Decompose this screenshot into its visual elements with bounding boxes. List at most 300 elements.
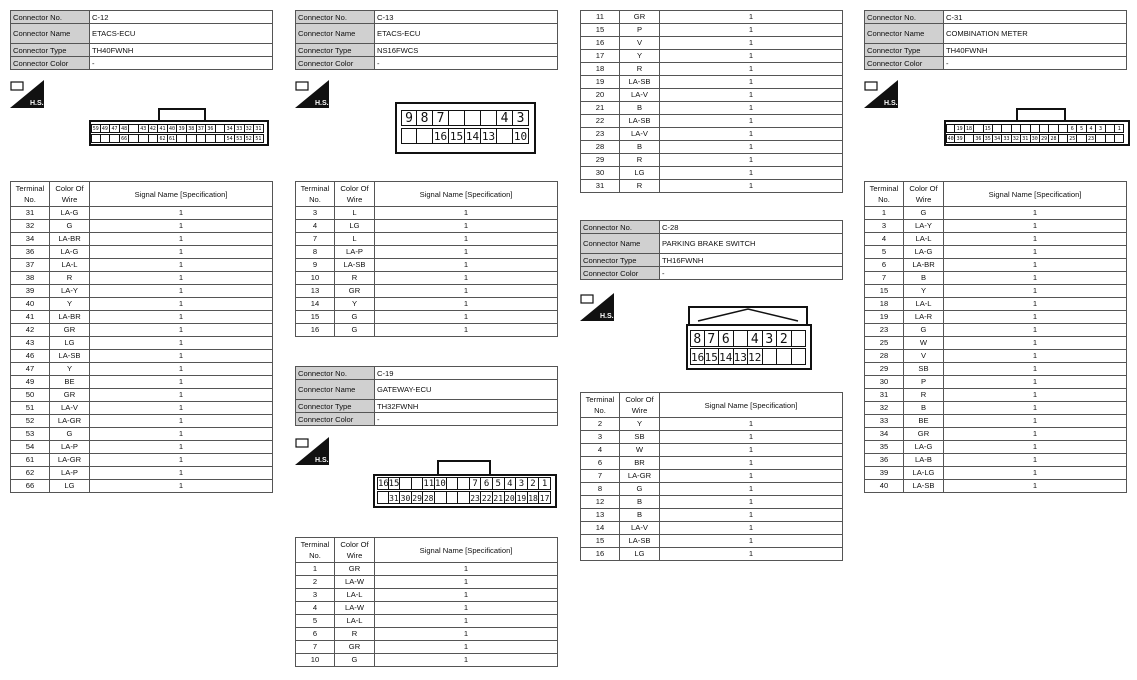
terminal-no-header: Terminal No. bbox=[11, 182, 50, 207]
wire-color-cell: BE bbox=[904, 415, 944, 428]
pin-label: 54 bbox=[225, 134, 235, 143]
empty-pin bbox=[497, 128, 513, 144]
empty-pin bbox=[197, 134, 207, 143]
signal-cell: 1 bbox=[660, 444, 843, 457]
signal-cell: 1 bbox=[90, 207, 273, 220]
connector-no-label: Connector No. bbox=[581, 221, 660, 234]
terminal-cell: 6 bbox=[581, 457, 620, 470]
pin-label: 42 bbox=[149, 124, 159, 133]
wire-color-cell: G bbox=[335, 654, 375, 667]
terminal-cell: 40 bbox=[865, 480, 904, 493]
c31-signal-table bbox=[864, 181, 1127, 493]
terminal-cell: 62 bbox=[11, 467, 50, 480]
signal-name-header: Signal Name [Specification] bbox=[944, 182, 1127, 207]
table-row bbox=[11, 428, 273, 441]
signal-cell: 1 bbox=[944, 246, 1127, 259]
pin-label: 53 bbox=[235, 134, 245, 143]
terminal-cell: 11 bbox=[581, 11, 620, 24]
terminal-cell: 1 bbox=[865, 207, 904, 220]
table-row bbox=[865, 428, 1127, 441]
connector-type-label: Connector Type bbox=[11, 44, 90, 57]
table-row bbox=[865, 207, 1127, 220]
table-row bbox=[865, 454, 1127, 467]
signal-name-header: Signal Name [Specification] bbox=[90, 182, 273, 207]
table-row bbox=[296, 246, 558, 259]
wire-color-cell: B bbox=[620, 509, 660, 522]
pin-label: 23 bbox=[470, 491, 482, 504]
terminal-cell: 8 bbox=[581, 483, 620, 496]
terminal-cell: 19 bbox=[865, 311, 904, 324]
terminal-cell: 23 bbox=[581, 128, 620, 141]
table-row bbox=[581, 115, 843, 128]
signal-cell: 1 bbox=[375, 207, 558, 220]
table-row bbox=[296, 589, 558, 602]
pin-label: 12 bbox=[748, 348, 763, 365]
table-row bbox=[296, 641, 558, 654]
empty-pin bbox=[974, 124, 983, 133]
signal-cell: 1 bbox=[375, 311, 558, 324]
signal-cell: 1 bbox=[944, 220, 1127, 233]
terminal-cell: 3 bbox=[581, 431, 620, 444]
pin-label: 37 bbox=[197, 124, 207, 133]
signal-cell: 1 bbox=[944, 402, 1127, 415]
pin-label: 9 bbox=[401, 110, 417, 126]
terminal-cell: 54 bbox=[11, 441, 50, 454]
signal-cell: 1 bbox=[660, 509, 843, 522]
wire-color-cell: LG bbox=[620, 548, 660, 561]
empty-pin bbox=[216, 124, 226, 133]
signal-cell: 1 bbox=[375, 285, 558, 298]
pin-label: 1 bbox=[1115, 124, 1124, 133]
pin-label: 3 bbox=[513, 110, 529, 126]
terminal-cell: 4 bbox=[296, 220, 335, 233]
wire-color-cell: GR bbox=[335, 285, 375, 298]
pin-label: 35 bbox=[984, 134, 993, 143]
terminal-cell: 23 bbox=[865, 324, 904, 337]
wire-color-cell: G bbox=[620, 483, 660, 496]
pin-label: 10 bbox=[513, 130, 528, 143]
empty-pin bbox=[216, 134, 226, 143]
pin-label: 4 bbox=[1087, 124, 1096, 133]
terminal-cell: 31 bbox=[11, 207, 50, 220]
connector-color-label: Connector Color bbox=[296, 57, 375, 70]
wire-color-cell: R bbox=[620, 180, 660, 193]
hs-badge-text: H.S. bbox=[884, 100, 898, 107]
connector-type-label: Connector Type bbox=[296, 44, 375, 57]
connector-type-label: Connector Type bbox=[581, 254, 660, 267]
pin-label: 52 bbox=[245, 134, 255, 143]
connector-name-label: Connector Name bbox=[296, 380, 375, 400]
wire-color-cell: P bbox=[620, 24, 660, 37]
signal-cell: 1 bbox=[660, 76, 843, 89]
hs-badge-text: H.S. bbox=[315, 100, 329, 107]
wire-color-cell: LA-G bbox=[50, 207, 90, 220]
table-row bbox=[296, 615, 558, 628]
signal-cell: 1 bbox=[90, 441, 273, 454]
table-row bbox=[11, 402, 273, 415]
terminal-cell: 6 bbox=[296, 628, 335, 641]
connector-c19-header bbox=[295, 366, 558, 426]
signal-cell: 1 bbox=[90, 350, 273, 363]
connector-name-label: Connector Name bbox=[11, 24, 90, 44]
table-row bbox=[581, 535, 843, 548]
table-row bbox=[11, 363, 273, 376]
table-row bbox=[581, 470, 843, 483]
terminal-no-header: Terminal No. bbox=[581, 393, 620, 418]
wire-color-cell: W bbox=[620, 444, 660, 457]
pin-label: 51 bbox=[254, 134, 264, 143]
pin-label: 31 bbox=[389, 491, 401, 504]
connector-name-value: COMBINATION METER bbox=[944, 24, 1127, 44]
empty-pin bbox=[1040, 124, 1049, 133]
signal-cell: 1 bbox=[375, 246, 558, 259]
pin-label: 6 bbox=[719, 330, 734, 347]
signal-cell: 1 bbox=[944, 428, 1127, 441]
wire-color-cell: Y bbox=[335, 298, 375, 311]
terminal-cell: 3 bbox=[296, 589, 335, 602]
pin-label: 29 bbox=[412, 491, 424, 504]
wire-color-cell: L bbox=[335, 207, 375, 220]
c19-pin-block bbox=[373, 474, 557, 508]
terminal-cell: 30 bbox=[581, 167, 620, 180]
signal-cell: 1 bbox=[660, 483, 843, 496]
empty-pin bbox=[734, 330, 749, 347]
terminal-cell: 15 bbox=[865, 285, 904, 298]
empty-pin bbox=[792, 348, 807, 365]
table-row bbox=[865, 415, 1127, 428]
table-row bbox=[11, 311, 273, 324]
terminal-cell: 37 bbox=[11, 259, 50, 272]
wire-color-cell: LA-L bbox=[904, 233, 944, 246]
wire-color-cell: LA-W bbox=[335, 602, 375, 615]
empty-pin bbox=[377, 491, 389, 504]
pin-label: 5 bbox=[1077, 124, 1086, 133]
signal-cell: 1 bbox=[375, 259, 558, 272]
wire-color-cell: LA-G bbox=[904, 441, 944, 454]
wire-color-cell: L bbox=[335, 233, 375, 246]
table-row bbox=[865, 285, 1127, 298]
signal-cell: 1 bbox=[660, 128, 843, 141]
table-row bbox=[296, 298, 558, 311]
wire-color-cell: LA-B bbox=[904, 454, 944, 467]
connector-c12-diagram bbox=[89, 108, 269, 146]
table-row bbox=[11, 285, 273, 298]
pin-label: 33 bbox=[1002, 134, 1011, 143]
connector-color-label: Connector Color bbox=[581, 267, 660, 280]
terminal-cell: 28 bbox=[865, 350, 904, 363]
terminal-cell: 1 bbox=[296, 563, 335, 576]
table-row bbox=[11, 233, 273, 246]
signal-cell: 1 bbox=[660, 180, 843, 193]
table-row bbox=[11, 376, 273, 389]
empty-pin bbox=[401, 128, 417, 144]
pin-label: 20 bbox=[505, 491, 517, 504]
empty-pin bbox=[1021, 124, 1030, 133]
signal-cell: 1 bbox=[660, 24, 843, 37]
wire-color-cell: G bbox=[335, 311, 375, 324]
c28-signal-table bbox=[580, 392, 843, 561]
wire-color-cell: LA-G bbox=[904, 246, 944, 259]
pin-label: 40 bbox=[168, 124, 178, 133]
connector-type-value: TH40FWNH bbox=[90, 44, 273, 57]
pin-label: 41 bbox=[158, 124, 168, 133]
connector-name-label: Connector Name bbox=[581, 234, 660, 254]
wire-color-cell: LA-V bbox=[620, 89, 660, 102]
table-row bbox=[296, 207, 558, 220]
table-row bbox=[11, 454, 273, 467]
terminal-cell: 14 bbox=[296, 298, 335, 311]
terminal-cell: 38 bbox=[11, 272, 50, 285]
wire-color-header: Color Of Wire bbox=[904, 182, 944, 207]
table-row bbox=[296, 272, 558, 285]
terminal-cell: 29 bbox=[865, 363, 904, 376]
empty-pin bbox=[458, 477, 470, 490]
terminal-no-header: Terminal No. bbox=[865, 182, 904, 207]
terminal-cell: 5 bbox=[296, 615, 335, 628]
wire-color-cell: G bbox=[50, 220, 90, 233]
table-row bbox=[296, 220, 558, 233]
wire-color-cell: LG bbox=[50, 480, 90, 493]
pin-label: 8 bbox=[690, 330, 705, 347]
empty-pin bbox=[1059, 134, 1068, 143]
table-row bbox=[865, 311, 1127, 324]
table-row bbox=[296, 628, 558, 641]
signal-cell: 1 bbox=[375, 576, 558, 589]
pin-label: 31 bbox=[1021, 134, 1030, 143]
terminal-cell: 35 bbox=[865, 441, 904, 454]
wire-color-cell: P bbox=[904, 376, 944, 389]
pin-label: 39 bbox=[177, 124, 187, 133]
signal-cell: 1 bbox=[944, 259, 1127, 272]
table-row bbox=[581, 496, 843, 509]
empty-pin bbox=[447, 491, 459, 504]
terminal-cell: 7 bbox=[296, 641, 335, 654]
table-row bbox=[11, 220, 273, 233]
terminal-cell: 18 bbox=[581, 63, 620, 76]
table-row bbox=[11, 298, 273, 311]
wire-color-header: Color Of Wire bbox=[50, 182, 90, 207]
wire-color-header: Color Of Wire bbox=[335, 538, 375, 563]
terminal-cell: 5 bbox=[865, 246, 904, 259]
terminal-cell: 43 bbox=[11, 337, 50, 350]
signal-cell: 1 bbox=[375, 641, 558, 654]
terminal-cell: 15 bbox=[581, 535, 620, 548]
signal-cell: 1 bbox=[660, 431, 843, 444]
empty-pin bbox=[129, 124, 139, 133]
terminal-cell: 66 bbox=[11, 480, 50, 493]
pin-label: 61 bbox=[168, 134, 178, 143]
table-row bbox=[865, 220, 1127, 233]
terminal-cell: 16 bbox=[581, 548, 620, 561]
pin-label: 30 bbox=[1031, 134, 1040, 143]
signal-cell: 1 bbox=[944, 337, 1127, 350]
terminal-cell: 4 bbox=[296, 602, 335, 615]
empty-pin bbox=[129, 134, 139, 143]
wire-color-cell: LA-G bbox=[50, 246, 90, 259]
signal-cell: 1 bbox=[375, 628, 558, 641]
terminal-cell: 6 bbox=[865, 259, 904, 272]
table-row bbox=[865, 480, 1127, 493]
empty-pin bbox=[1031, 124, 1040, 133]
terminal-cell: 52 bbox=[11, 415, 50, 428]
terminal-cell: 21 bbox=[581, 102, 620, 115]
empty-pin bbox=[993, 124, 1002, 133]
table-row bbox=[865, 233, 1127, 246]
connector-color-label: Connector Color bbox=[11, 57, 90, 70]
wire-color-cell: BE bbox=[50, 376, 90, 389]
signal-cell: 1 bbox=[90, 311, 273, 324]
signal-name-header: Signal Name [Specification] bbox=[375, 538, 558, 563]
empty-pin bbox=[792, 330, 807, 347]
wire-color-cell: BR bbox=[620, 457, 660, 470]
signal-cell: 1 bbox=[944, 324, 1127, 337]
table-row bbox=[865, 350, 1127, 363]
signal-cell: 1 bbox=[90, 298, 273, 311]
empty-pin bbox=[763, 348, 778, 365]
connector-c31-diagram bbox=[944, 108, 1130, 146]
table-row bbox=[296, 576, 558, 589]
empty-pin bbox=[149, 134, 159, 143]
terminal-cell: 19 bbox=[581, 76, 620, 89]
pin-label: 3 bbox=[1096, 124, 1105, 133]
connector-name-value: ETACS-ECU bbox=[375, 24, 558, 44]
wire-color-cell: LG bbox=[620, 167, 660, 180]
table-row bbox=[581, 167, 843, 180]
table-row bbox=[581, 418, 843, 431]
wire-color-cell: LA-V bbox=[50, 402, 90, 415]
pin-label: 28 bbox=[1049, 134, 1058, 143]
pin-label: 15 bbox=[705, 348, 720, 365]
signal-cell: 1 bbox=[90, 246, 273, 259]
terminal-cell: 32 bbox=[11, 220, 50, 233]
table-row bbox=[581, 180, 843, 193]
wire-color-cell: B bbox=[620, 496, 660, 509]
wire-color-cell: LA-W bbox=[335, 576, 375, 589]
empty-pin bbox=[1096, 134, 1105, 143]
table-row bbox=[581, 24, 843, 37]
table-row bbox=[11, 246, 273, 259]
table-row bbox=[296, 311, 558, 324]
empty-pin bbox=[91, 134, 101, 143]
table-row bbox=[11, 324, 273, 337]
terminal-cell: 3 bbox=[865, 220, 904, 233]
terminal-cell: 41 bbox=[11, 311, 50, 324]
table-row bbox=[11, 389, 273, 402]
wire-color-cell: Y bbox=[620, 50, 660, 63]
signal-cell: 1 bbox=[944, 467, 1127, 480]
wire-color-cell: LA-P bbox=[50, 467, 90, 480]
wire-color-cell: LA-SB bbox=[50, 350, 90, 363]
pin-label: 36 bbox=[974, 134, 983, 143]
connector-name-label: Connector Name bbox=[296, 24, 375, 44]
terminal-cell: 17 bbox=[581, 50, 620, 63]
signal-cell: 1 bbox=[660, 102, 843, 115]
terminal-cell: 2 bbox=[296, 576, 335, 589]
terminal-cell: 36 bbox=[865, 454, 904, 467]
signal-cell: 1 bbox=[660, 496, 843, 509]
signal-cell: 1 bbox=[944, 311, 1127, 324]
empty-pin bbox=[1077, 134, 1086, 143]
terminal-cell: 13 bbox=[296, 285, 335, 298]
connector-no-label: Connector No. bbox=[296, 367, 375, 380]
empty-pin bbox=[458, 491, 470, 504]
terminal-cell: 3 bbox=[296, 207, 335, 220]
pin-label: 10 bbox=[434, 479, 446, 489]
table-row bbox=[296, 563, 558, 576]
table-row bbox=[581, 483, 843, 496]
terminal-cell: 20 bbox=[581, 89, 620, 102]
hs-badge-text: H.S. bbox=[600, 313, 614, 320]
connector-no-value: C-28 bbox=[660, 221, 843, 234]
table-row bbox=[865, 363, 1127, 376]
pin-label: 43 bbox=[139, 124, 149, 133]
pin-label: 6 bbox=[481, 477, 493, 490]
table-row bbox=[296, 259, 558, 272]
signal-cell: 1 bbox=[660, 11, 843, 24]
terminal-cell: 46 bbox=[11, 350, 50, 363]
hs-badge-text: H.S. bbox=[30, 100, 44, 107]
terminal-cell: 15 bbox=[296, 311, 335, 324]
connector-c13-diagram bbox=[395, 102, 536, 154]
pin-label: 32 bbox=[1012, 134, 1021, 143]
wire-color-cell: LA-SB bbox=[620, 535, 660, 548]
pin-label: 4 bbox=[505, 477, 517, 490]
pin-label: 22 bbox=[481, 491, 493, 504]
signal-cell: 1 bbox=[660, 522, 843, 535]
terminal-cell: 13 bbox=[581, 509, 620, 522]
wire-color-cell: LA-L bbox=[904, 298, 944, 311]
signal-cell: 1 bbox=[660, 37, 843, 50]
signal-cell: 1 bbox=[944, 389, 1127, 402]
hs-badge-text: H.S. bbox=[315, 457, 329, 464]
signal-cell: 1 bbox=[375, 233, 558, 246]
wire-color-cell: G bbox=[335, 324, 375, 337]
terminal-cell: 16 bbox=[581, 37, 620, 50]
connector-name-value: GATEWAY-ECU bbox=[375, 380, 558, 400]
wire-color-cell: LA-BR bbox=[50, 233, 90, 246]
wire-color-cell: R bbox=[904, 389, 944, 402]
connector-no-label: Connector No. bbox=[865, 11, 944, 24]
wire-color-cell: GR bbox=[50, 389, 90, 402]
wire-color-cell: V bbox=[620, 37, 660, 50]
connector-color-label: Connector Color bbox=[865, 57, 944, 70]
harness-side-icon bbox=[295, 80, 329, 108]
wire-color-cell: LA-BR bbox=[904, 259, 944, 272]
connector-no-value: C-13 bbox=[375, 11, 558, 24]
connector-type-value: TH40FWNH bbox=[944, 44, 1127, 57]
terminal-cell: 28 bbox=[581, 141, 620, 154]
pin-label: 15 bbox=[449, 130, 464, 143]
wire-color-cell: LA-LG bbox=[904, 467, 944, 480]
pin-label: 49 bbox=[101, 124, 111, 133]
pin-label: 11 bbox=[423, 479, 435, 489]
empty-pin bbox=[777, 348, 792, 365]
table-row bbox=[865, 402, 1127, 415]
wire-color-cell: GR bbox=[335, 641, 375, 654]
pin-label: 13 bbox=[734, 348, 749, 365]
terminal-cell: 8 bbox=[296, 246, 335, 259]
table-row bbox=[865, 246, 1127, 259]
signal-cell: 1 bbox=[944, 415, 1127, 428]
connector-c31-panel bbox=[864, 10, 1127, 70]
wire-color-cell: B bbox=[620, 141, 660, 154]
wire-color-cell: LA-GR bbox=[50, 415, 90, 428]
table-row bbox=[865, 298, 1127, 311]
table-row bbox=[296, 324, 558, 337]
table-row bbox=[865, 272, 1127, 285]
wire-color-cell: LA-SB bbox=[904, 480, 944, 493]
signal-cell: 1 bbox=[944, 376, 1127, 389]
